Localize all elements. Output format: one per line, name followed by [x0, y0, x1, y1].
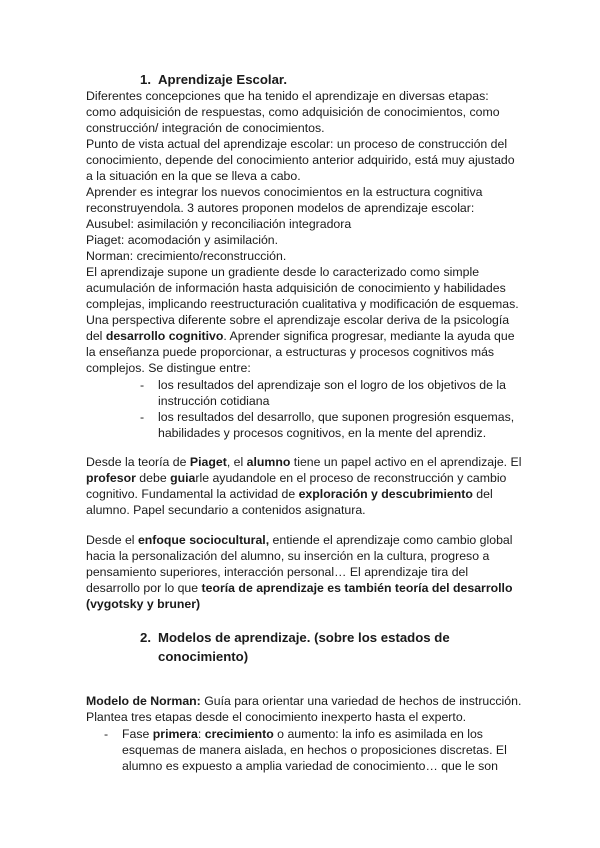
bold-term: exploración y descubrimiento — [298, 487, 473, 501]
text-run: del — [472, 487, 493, 501]
paragraph-line: Aprender es integrar los nuevos conocimientos en la estructura cognitiva — [86, 185, 483, 199]
bullet-line: esquemas de manera aislada, en hechos o proposiciones discretas. El — [122, 743, 507, 757]
bold-term: Modelo de Norman: — [86, 694, 201, 708]
paragraph-line: Punto de vista actual del aprendizaje escolar: un proceso de construcción del — [86, 137, 508, 151]
section-1-title: Aprendizaje Escolar. — [158, 72, 287, 87]
paragraph-line — [86, 486, 493, 502]
paragraph-line — [86, 328, 515, 344]
paragraph-line: complejas, implicando reestructuración cualitativa y modificación de esquemas. — [86, 297, 519, 311]
text-run: debe — [135, 471, 171, 485]
text-run: , el — [226, 455, 247, 469]
bullet-line: alumno es expuesto a amplia variedad de conocimiento… que le son — [122, 759, 498, 773]
text-run: Fase — [122, 727, 153, 741]
bullet-dash: - — [104, 727, 109, 741]
paragraph-line: Piaget: acomodación y asimilación. — [86, 233, 279, 247]
section-2-number: 2. — [140, 630, 151, 645]
paragraph-line: hacia la personalización del alumno, su inserción en la cultura, progreso a — [86, 549, 490, 563]
text-run: Desde el — [86, 533, 138, 547]
bullet-dash: - — [140, 378, 145, 392]
bold-term: profesor — [86, 471, 136, 485]
paragraph-line: Ausubel: asimilación y reconciliación integradora — [86, 217, 352, 231]
paragraph-line: Una perspectiva diferente sobre el aprendizaje escolar deriva de la psicología — [86, 313, 510, 327]
text-run: tiene un papel activo en el aprendizaje. El — [290, 455, 522, 469]
text-run: rle ayudandole en el proceso de reconstrucción y cambio — [195, 471, 507, 485]
text-run: desarrollo por lo que — [86, 581, 202, 595]
paragraph-line: construcción/ integración de conocimientos. — [86, 121, 325, 135]
paragraph-line — [86, 596, 200, 612]
paragraph-line — [86, 470, 506, 486]
paragraph-line: El aprendizaje supone un gradiente desde lo caracterizado como simple — [86, 265, 480, 279]
bold-term: alumno — [246, 455, 291, 469]
paragraph-line: como adquisición de respuestas, como adquisición de conocimientos, como — [86, 105, 500, 119]
bold-term: (vygotsky y bruner) — [86, 597, 201, 611]
paragraph-line — [86, 693, 521, 709]
paragraph-line: alumno. Papel secundario a contenidos asignatura. — [86, 503, 366, 517]
bullet-line: los resultados del aprendizaje son el logro de los objetivos de la — [158, 378, 506, 392]
bold-term: primera — [152, 727, 198, 741]
text-run: . Aprender significa progresar, mediante la ayuda que — [223, 329, 515, 343]
bullet-line — [122, 726, 483, 742]
paragraph-line: Diferentes concepciones que ha tenido el aprendizaje en diversas etapas: — [86, 89, 489, 103]
paragraph-line — [86, 454, 521, 470]
paragraph-line: Norman: crecimiento/reconstrucción. — [86, 249, 287, 263]
text-run: entiende el aprendizaje como cambio global — [269, 533, 513, 547]
bold-term: enfoque sociocultural, — [137, 533, 270, 547]
paragraph-line: Plantea tres etapas desde el conocimiento inexperto hasta el experto. — [86, 710, 467, 724]
section-2-title-cont: conocimiento) — [158, 649, 249, 664]
bullet-line: los resultados del desarrollo, que suponen progresión esquemas, — [158, 410, 515, 424]
text-run: del — [86, 329, 106, 343]
bold-term: desarrollo cognitivo — [105, 329, 224, 343]
bold-term: crecimiento — [204, 727, 274, 741]
paragraph-line: a la situación en la que se lleva a cabo. — [86, 169, 301, 183]
text-run: Desde la teoría de — [86, 455, 190, 469]
paragraph-line: acumulación de información hasta adquisición de conocimiento y habilidades — [86, 281, 506, 295]
text-run: : — [197, 727, 205, 741]
paragraph-line: pensamiento superiores, interacción personal… El aprendizaje tira del — [86, 565, 469, 579]
paragraph-line: reconstruyendola. 3 autores proponen modelos de aprendizaje escolar: — [86, 201, 475, 215]
bullet-dash: - — [140, 410, 145, 424]
paragraph-line: complejos. Se distingue entre: — [86, 361, 251, 375]
paragraph-line: la enseñanza puede proporcionar, a estructuras y procesos cognitivos más — [86, 345, 495, 359]
bold-term: guia — [170, 471, 196, 485]
bold-term: teoría de aprendizaje es también teoría del desarrollo — [201, 581, 513, 595]
text-run: cognitivo. Fundamental la actividad de — [86, 487, 299, 501]
paragraph-line: conocimiento, depende del conocimiento anterior adquirido, está muy ajustado — [86, 153, 515, 167]
text-run: Guía para orientar una variedad de hechos de instrucción. — [200, 694, 522, 708]
section-2-title: Modelos de aprendizaje. (sobre los estados de — [158, 630, 450, 645]
bullet-line: instrucción cotidiana — [158, 394, 270, 408]
bold-term: Piaget — [189, 455, 227, 469]
paragraph-line — [86, 532, 513, 548]
bullet-line: habilidades y procesos cognitivos, en la mente del aprendiz. — [158, 426, 487, 440]
paragraph-line — [86, 580, 512, 596]
text-run: o aumento: la info es asimilada en los — [273, 727, 483, 741]
section-1-number: 1. — [140, 72, 151, 87]
